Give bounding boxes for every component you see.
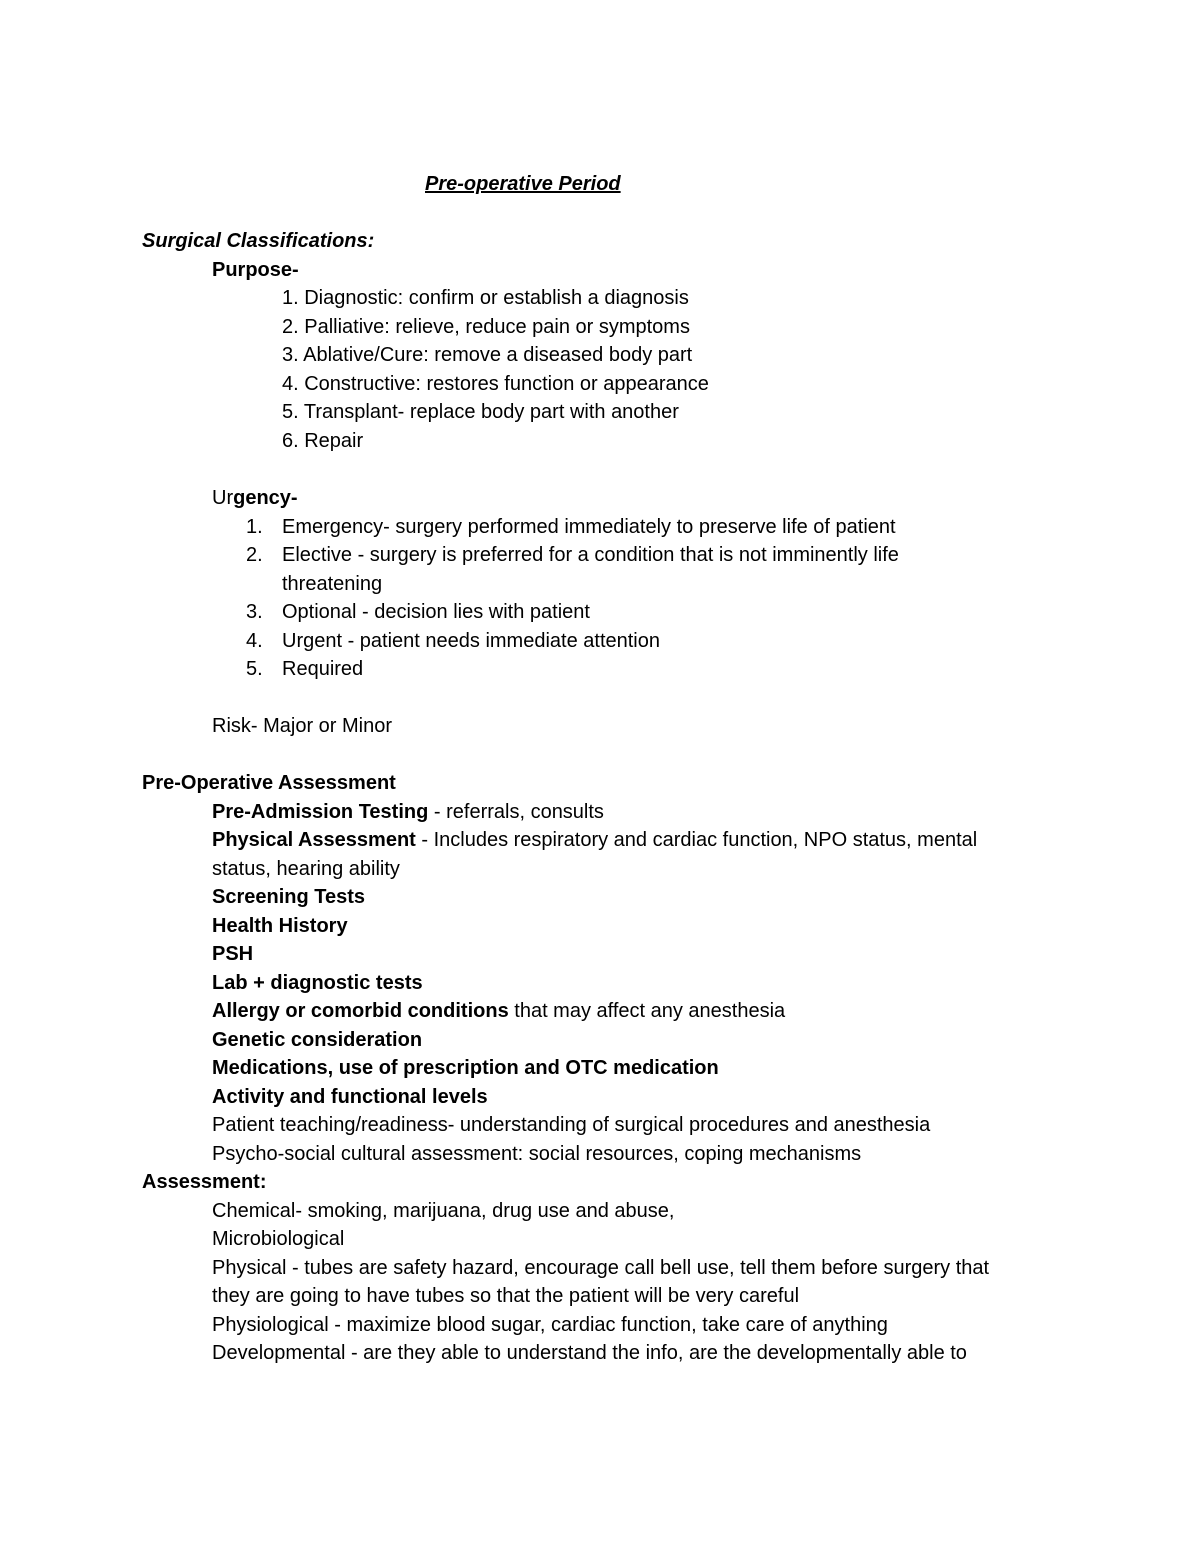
assessment-line: Physiological - maximize blood sugar, cardiac function, take care of anything — [212, 1314, 888, 1336]
preop-line — [212, 912, 348, 941]
risk-line: Risk- Major or Minor — [212, 715, 393, 737]
preop-line-bold: Health History — [212, 915, 348, 937]
preop-line-text: Psycho-social cultural assessment: social resources, coping mechanisms — [212, 1143, 862, 1165]
preop-line-bold: Lab + diagnostic tests — [212, 972, 423, 994]
assessment-line: Chemical- smoking, marijuana, drug use and abuse, — [212, 1200, 675, 1222]
preop-line — [212, 1140, 861, 1169]
preop-assessment-heading: Pre-Operative Assessment — [142, 772, 396, 794]
preop-line-text: - Includes respiratory and cardiac function, NPO status, mental — [415, 829, 978, 851]
urgency-item-number: 5. — [246, 658, 263, 680]
purpose-item: 3. Ablative/Cure: remove a diseased body part — [282, 344, 693, 366]
preop-line — [212, 997, 785, 1026]
assessment-line: they are going to have tubes so that the patient will be very careful — [212, 1285, 800, 1307]
preop-line-bold: Screening Tests — [212, 886, 366, 908]
urgency-item-text: Optional - decision lies with patient — [282, 601, 590, 623]
preop-line — [212, 940, 253, 969]
urgency-item-continuation: threatening — [282, 573, 383, 595]
preop-line — [212, 798, 604, 827]
preop-line-bold: Activity and functional levels — [212, 1086, 488, 1108]
preop-line — [212, 1026, 422, 1055]
purpose-item: 1. Diagnostic: confirm or establish a diagnosis — [282, 287, 689, 309]
preop-line — [212, 883, 365, 912]
purpose-heading: Purpose- — [212, 259, 299, 281]
assessment-heading: Assessment: — [142, 1171, 267, 1193]
preop-line — [212, 1083, 488, 1112]
urgency-item-number: 2. — [246, 544, 263, 566]
assessment-line: Physical - tubes are safety hazard, encourage call bell use, tell them before surgery that — [212, 1257, 990, 1279]
urgency-heading — [212, 484, 298, 513]
purpose-item: 2. Palliative: relieve, reduce pain or symptoms — [282, 316, 690, 338]
preop-line-text: - referrals, consults — [428, 801, 604, 823]
preop-line-bold: Genetic consideration — [212, 1029, 423, 1051]
urgency-item-number: 3. — [246, 601, 263, 623]
preop-line-bold: Physical Assessment — [212, 829, 416, 851]
preop-line-bold: Allergy or comorbid conditions — [212, 1000, 509, 1022]
preop-line-text: status, hearing ability — [212, 858, 400, 880]
preop-line-bold: PSH — [212, 943, 254, 965]
preop-line-bold: Medications, use of prescription and OTC medication — [212, 1057, 719, 1079]
purpose-item: 5. Transplant- replace body part with another — [282, 401, 679, 423]
urgency-item-number: 4. — [246, 630, 263, 652]
assessment-line: Microbiological — [212, 1228, 345, 1250]
surgical-classifications-heading: Surgical Classifications: — [142, 230, 375, 252]
assessment-line: Developmental - are they able to understand the info, are the developmentally able to — [212, 1342, 967, 1364]
preop-line — [212, 826, 977, 855]
preop-line-bold: Pre-Admission Testing — [212, 801, 429, 823]
preop-line — [212, 1111, 930, 1140]
urgency-heading-bold: gency- — [233, 487, 298, 509]
preop-line-text: Patient teaching/readiness- understanding of surgical procedures and anesthesia — [212, 1114, 931, 1136]
purpose-item: 6. Repair — [282, 430, 364, 452]
preop-line — [212, 855, 400, 884]
page-title: Pre-operative Period — [425, 173, 621, 195]
urgency-item-text: Emergency- surgery performed immediately to preserve life of patient — [282, 516, 896, 538]
preop-line-text: that may affect any anesthesia — [508, 1000, 786, 1022]
urgency-item-text: Elective - surgery is preferred for a condition that is not imminently life — [282, 544, 899, 566]
urgency-item-text: Urgent - patient needs immediate attention — [282, 630, 660, 652]
urgency-item-number: 1. — [246, 516, 263, 538]
urgency-heading-plain: Ur — [212, 487, 234, 509]
purpose-item: 4. Constructive: restores function or appearance — [282, 373, 709, 395]
urgency-item-text: Required — [282, 658, 364, 680]
preop-line — [212, 969, 423, 998]
preop-line — [212, 1054, 719, 1083]
